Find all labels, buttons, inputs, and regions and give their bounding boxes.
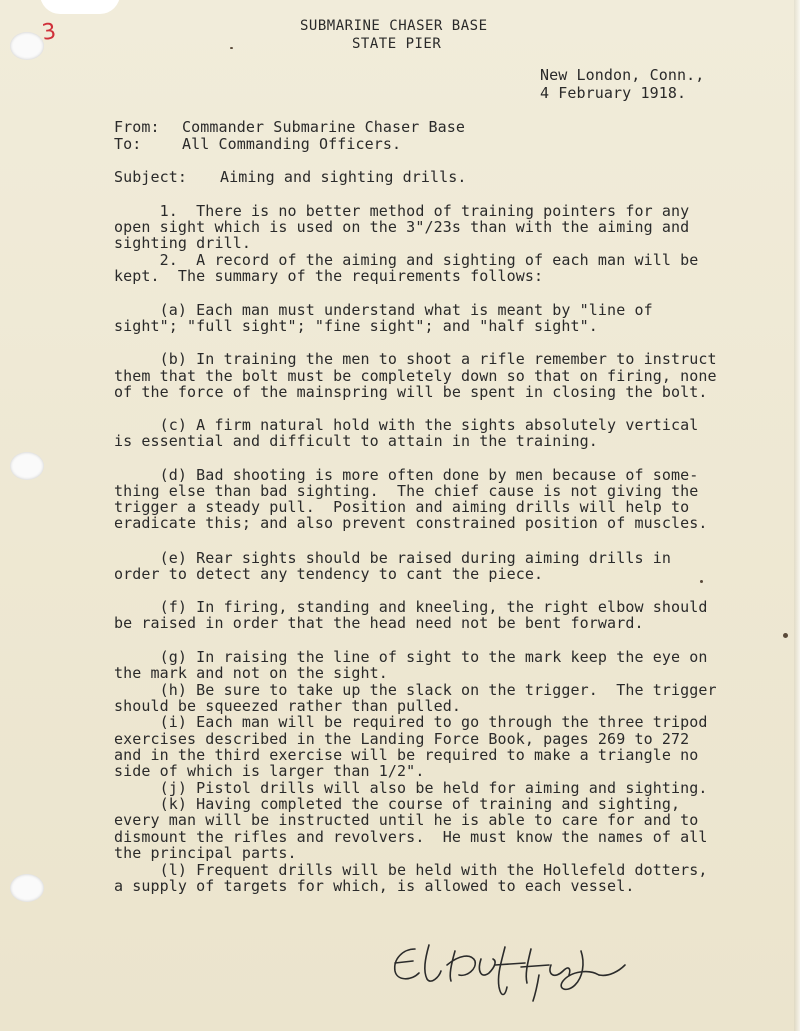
body-line: sight"; "full sight"; "fine sight"; and "half sight". <box>114 317 598 335</box>
letterhead-line-2: STATE PIER <box>352 36 442 52</box>
body-line: (i) Each man will be required to go through the three tripod <box>114 713 708 731</box>
body-line: be raised in order that the head need not be bent forward. <box>114 614 644 632</box>
body-line: (j) Pistol drills will also be held for aiming and sighting. <box>114 779 708 797</box>
body-line: eradicate this; and also prevent constrained position of muscles. <box>114 514 708 532</box>
body-line: (f) In firing, standing and kneeling, the right elbow should <box>114 598 708 616</box>
body-line: 1. There is no better method of training pointers for any <box>114 202 690 220</box>
from-value: Commander Submarine Chaser Base <box>182 118 466 136</box>
body-line: (h) Be sure to take up the slack on the trigger. The trigger <box>114 681 717 699</box>
torn-corner <box>40 0 120 14</box>
date: 4 February 1918. <box>540 84 687 102</box>
body-line: order to detect any tendency to cant the piece. <box>114 565 544 583</box>
punch-hole-top <box>10 32 44 60</box>
subject-value: Aiming and sighting drills. <box>220 168 467 186</box>
punch-hole-middle <box>10 452 44 480</box>
ink-speck <box>783 633 788 638</box>
body-line: sighting drill. <box>114 234 251 252</box>
body-line: dismount the rifles and revolvers. He must know the names of all <box>114 828 708 846</box>
page-edge <box>794 0 800 1031</box>
body-line: is essential and difficult to attain in the training. <box>114 432 598 450</box>
from-label: From: <box>114 118 160 136</box>
punch-hole-bottom <box>10 874 44 902</box>
body-line: exercises described in the Landing Force Book, pages 269 to 272 <box>114 730 690 748</box>
handwritten-signature <box>385 935 645 1005</box>
body-line: (l) Frequent drills will be held with the Hollefeld dotters, <box>114 861 708 879</box>
body-line: (d) Bad shooting is more often done by men because of some- <box>114 466 699 484</box>
body-line: a supply of targets for which, is allowed to each vessel. <box>114 877 635 895</box>
body-line: kept. The summary of the requirements follows: <box>114 267 544 285</box>
body-line: (b) In training the men to shoot a rifle remember to instruct <box>114 350 717 368</box>
body-line: (k) Having completed the course of training and sighting, <box>114 795 681 813</box>
letterhead-line-1: SUBMARINE CHASER BASE <box>300 18 488 34</box>
body-line: of the force of the mainspring will be spent in closing the bolt. <box>114 383 708 401</box>
to-value: All Commanding Officers. <box>182 135 402 153</box>
body-line: the principal parts. <box>114 844 297 862</box>
body-line: (e) Rear sights should be raised during aiming drills in <box>114 549 671 567</box>
body-line: (c) A firm natural hold with the sights absolutely vertical <box>114 416 699 434</box>
subject-label: Subject: <box>114 168 188 186</box>
page-number-mark: 3 <box>40 19 58 46</box>
body-line: (a) Each man must understand what is meant by "line of <box>114 301 653 319</box>
body-line: them that the bolt must be completely down so that on firing, none <box>114 367 717 385</box>
body-line: trigger a steady pull. Position and aiming drills will help to <box>114 498 690 516</box>
body-line: 2. A record of the aiming and sighting of each man will be <box>114 251 699 269</box>
body-line: the mark and not on the sight. <box>114 664 388 682</box>
to-label: To: <box>114 135 142 153</box>
body-line: and in the third exercise will be required to make a triangle no <box>114 746 699 764</box>
body-line: (g) In raising the line of sight to the mark keep the eye on <box>114 648 708 666</box>
body-line: side of which is larger than 1/2". <box>114 762 425 780</box>
body-line: should be squeezed rather than pulled. <box>114 697 461 715</box>
place: New London, Conn., <box>540 66 705 84</box>
ink-speck <box>230 47 233 49</box>
body-line: every man will be instructed until he is able to care for and to <box>114 811 699 829</box>
body-line: thing else than bad sighting. The chief cause is not giving the <box>114 482 699 500</box>
ink-speck <box>700 580 703 583</box>
body-line: open sight which is used on the 3"/23s than with the aiming and <box>114 218 690 236</box>
